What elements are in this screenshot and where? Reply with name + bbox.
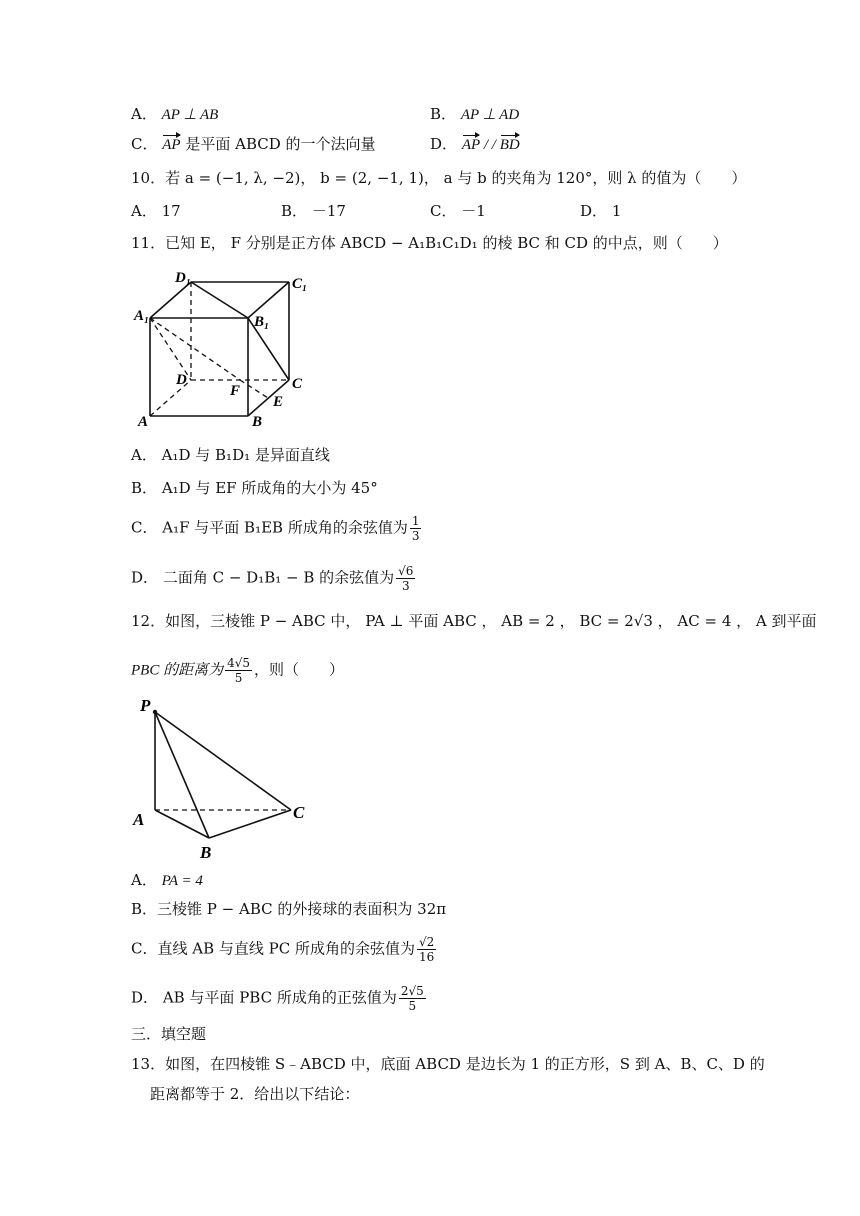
label-c1: C₁ [292,276,308,292]
q11-stem: 11．已知 E， F 分别是正方体 ABCD − A₁B₁C₁D₁ 的棱 BC 和 CD 的中点，则（ ） [131,234,728,252]
q9-option-c: C． AP 是平面 ABCD 的一个法向量 [131,135,376,153]
label-b1: B₁ [254,314,270,330]
q10-option-b: B． －17 [281,202,346,220]
section-title: 三．填空题 [131,1025,207,1043]
q10-stem: 10．若 a = (−1, λ, −2)， b = (2, −1, 1)， a 与 b 的夹角为 120°，则 λ 的值为（ ） [131,169,747,187]
q11-option-a: A． A₁D 与 B₁D₁ 是异面直线 [131,446,330,464]
q10-option-c: C． －1 [430,202,486,220]
q11-option-d: D． 二面角 C − D₁B₁ − B 的余弦值为 $\frac{√6}{3}$ [131,564,414,593]
label-p: P [140,696,151,715]
label-d1: D₁ [175,270,192,286]
q12-option-b: B．三棱锥 P − ABC 的外接球的表面积为 32π [131,900,447,918]
label-a: A [133,810,145,829]
q9-option-d: D． AP / / BD [430,135,520,153]
label-b: B [252,414,263,430]
q12-stem-line1: 12．如图，三棱锥 P − ABC 中， PA ⊥ 平面 ABC ， AB = 2 ， BC = 2√3 ， AC = 4 ， A 到平面 [131,612,817,630]
q9-option-b: B． AP ⊥ AD [430,105,520,123]
q9-option-a: A． AP ⊥ AB [131,105,219,123]
label-a: A [138,414,149,430]
q13-line2: 距离都等于 2．给出以下结论： [150,1085,360,1103]
label-e: E [273,394,284,410]
q12-option-d: D． AB 与平面 PBC 所成角的正弦值为 $\frac{2√5}{5}$ [131,984,424,1013]
label-b: B [200,843,212,862]
q13-line1: 13．如图，在四棱锥 S﹣ABCD 中，底面 ABCD 是边长为 1 的正方形，S 到 A、B、C、D 的 [131,1055,765,1073]
q12-option-a: A． PA = 4 [131,871,203,889]
q10-option-a: A． 17 [131,202,181,220]
label-c: C [292,376,303,392]
q11-option-c: C． A₁F 与平面 B₁EB 所成角的余弦值为 $\frac{1}{3}$ [131,514,420,543]
label-c: C [293,803,305,822]
label-f: F [230,383,241,399]
q12-option-c: C．直线 AB 与直线 PC 所成角的余弦值为 $\frac{√2}{16}$ [131,935,435,964]
q11-option-b: B． A₁D 与 EF 所成角的大小为 45° [131,479,378,497]
q12-stem-line2: PBC 的距离为 $\frac{4√5}{5}$ ，则（ ） [131,656,345,685]
q10-option-d: D． 1 [580,202,622,220]
label-a1: A₁ [134,308,150,324]
cube-figure [130,262,320,432]
label-d: D [176,372,187,388]
pyramid-figure [128,694,328,864]
